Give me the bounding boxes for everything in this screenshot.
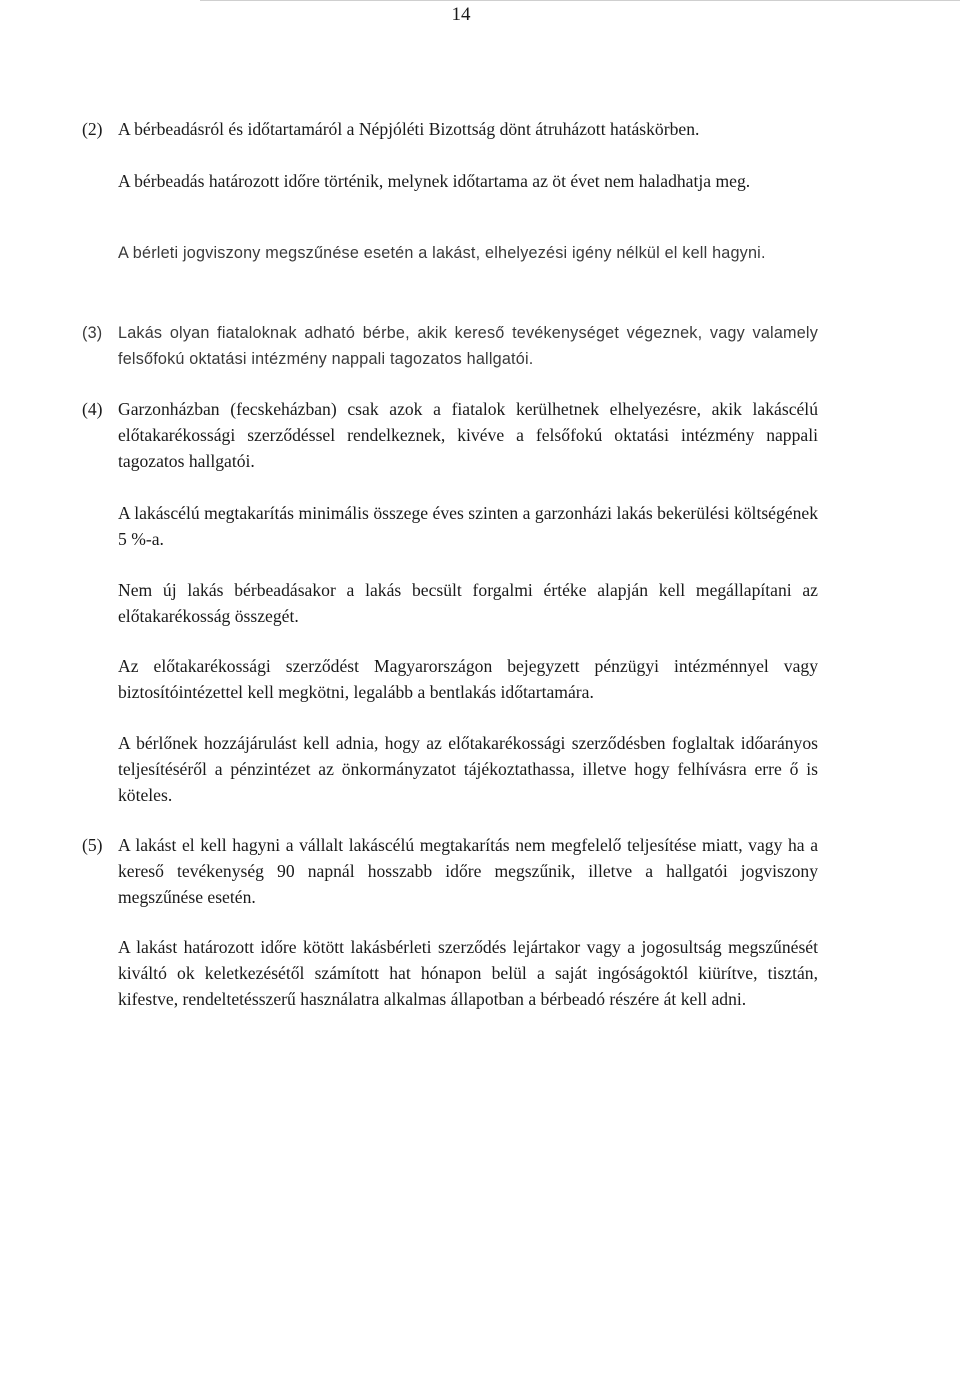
paragraph-3 bbox=[82, 320, 818, 372]
paragraph-text: A lakást határozott időre kötött lakásbérleti szerződés lejártakor vagy a jogosultság megszűnését kiváltó ok keletkezésétől számított hat hónapon belül a saját ingóságoktól kiürítve, tisztán, kifestve, rendeltetésszerű használatra alkalmas állapotban a bérbeadó részére át kell adni. bbox=[118, 937, 818, 1009]
paragraph-2-c bbox=[118, 240, 818, 266]
paragraph-4-c bbox=[118, 577, 818, 629]
paragraph-text: A bérbeadásról és időtartamáról a Népjóléti Bizottság dönt átruházott hatáskörben. bbox=[118, 119, 700, 139]
paragraph-4-b bbox=[118, 500, 818, 552]
paragraph-text: Az előtakarékossági szerződést Magyarországon bejegyzett pénzügyi intézménnyel vagy biztosítóintézettel kell megkötni, legalább a bentlakás időtartamára. bbox=[118, 656, 818, 702]
paragraph-number: (5) bbox=[82, 835, 103, 855]
paragraph-4 bbox=[82, 396, 818, 474]
paragraph-4-e bbox=[118, 730, 818, 808]
paragraph-text: Lakás olyan fiataloknak adható bérbe, akik kereső tevékenységet végeznek, vagy valamely felsőfokú oktatási intézmény nappali tagozatos hallgatói. bbox=[118, 324, 818, 368]
paragraph-text: A bérleti jogviszony megszűnése esetén a lakást, elhelyezési igény nélkül el kell hagyni. bbox=[118, 244, 766, 262]
paragraph-text: A lakáscélú megtakarítás minimális összege éves szinten a garzonházi lakás bekerülési költségének 5 %-a. bbox=[118, 503, 818, 549]
paragraph-text: Nem új lakás bérbeadásakor a lakás becsült forgalmi értéke alapján kell megállapítani az előtakarékosság összegét. bbox=[118, 580, 818, 626]
paragraph-number: (3) bbox=[82, 324, 103, 342]
top-rule bbox=[200, 0, 960, 1]
paragraph-text: A bérbeadás határozott időre történik, melynek időtartama az öt évet nem haladhatja meg. bbox=[118, 171, 751, 191]
paragraph-number: (4) bbox=[82, 399, 103, 419]
paragraph-2-b bbox=[118, 168, 818, 194]
paragraph-text: Garzonházban (fecskeházban) csak azok a fiatalok kerülhetnek elhelyezésre, akik lakáscélú előtakarékossági szerződéssel rendelkeznek, kivéve a felsőfokú oktatási intézmény nappali tagozatos hallgatói. bbox=[118, 399, 818, 471]
paragraph-5 bbox=[82, 832, 818, 910]
paragraph-5-b bbox=[118, 934, 818, 1012]
paragraph-text: A bérlőnek hozzájárulást kell adnia, hogy az előtakarékossági szerződésben foglaltak időarányos teljesítéséről a pénzintézet az önkormányzatot tájékoztathassa, illetve hogy felhívásra erre ő is köteles. bbox=[118, 733, 818, 805]
paragraph-2 bbox=[82, 116, 818, 142]
paragraph-4-d bbox=[118, 653, 818, 705]
page-number: 14 bbox=[451, 4, 471, 25]
paragraph-number: (2) bbox=[82, 119, 103, 139]
paragraph-text: A lakást el kell hagyni a vállalt lakáscélú megtakarítás nem megfelelő teljesítése miatt, vagy ha a kereső tevékenység 90 napnál hosszabb időre megszűnik, illetve a hallgatói jogviszony megszűnése esetén. bbox=[118, 835, 818, 907]
